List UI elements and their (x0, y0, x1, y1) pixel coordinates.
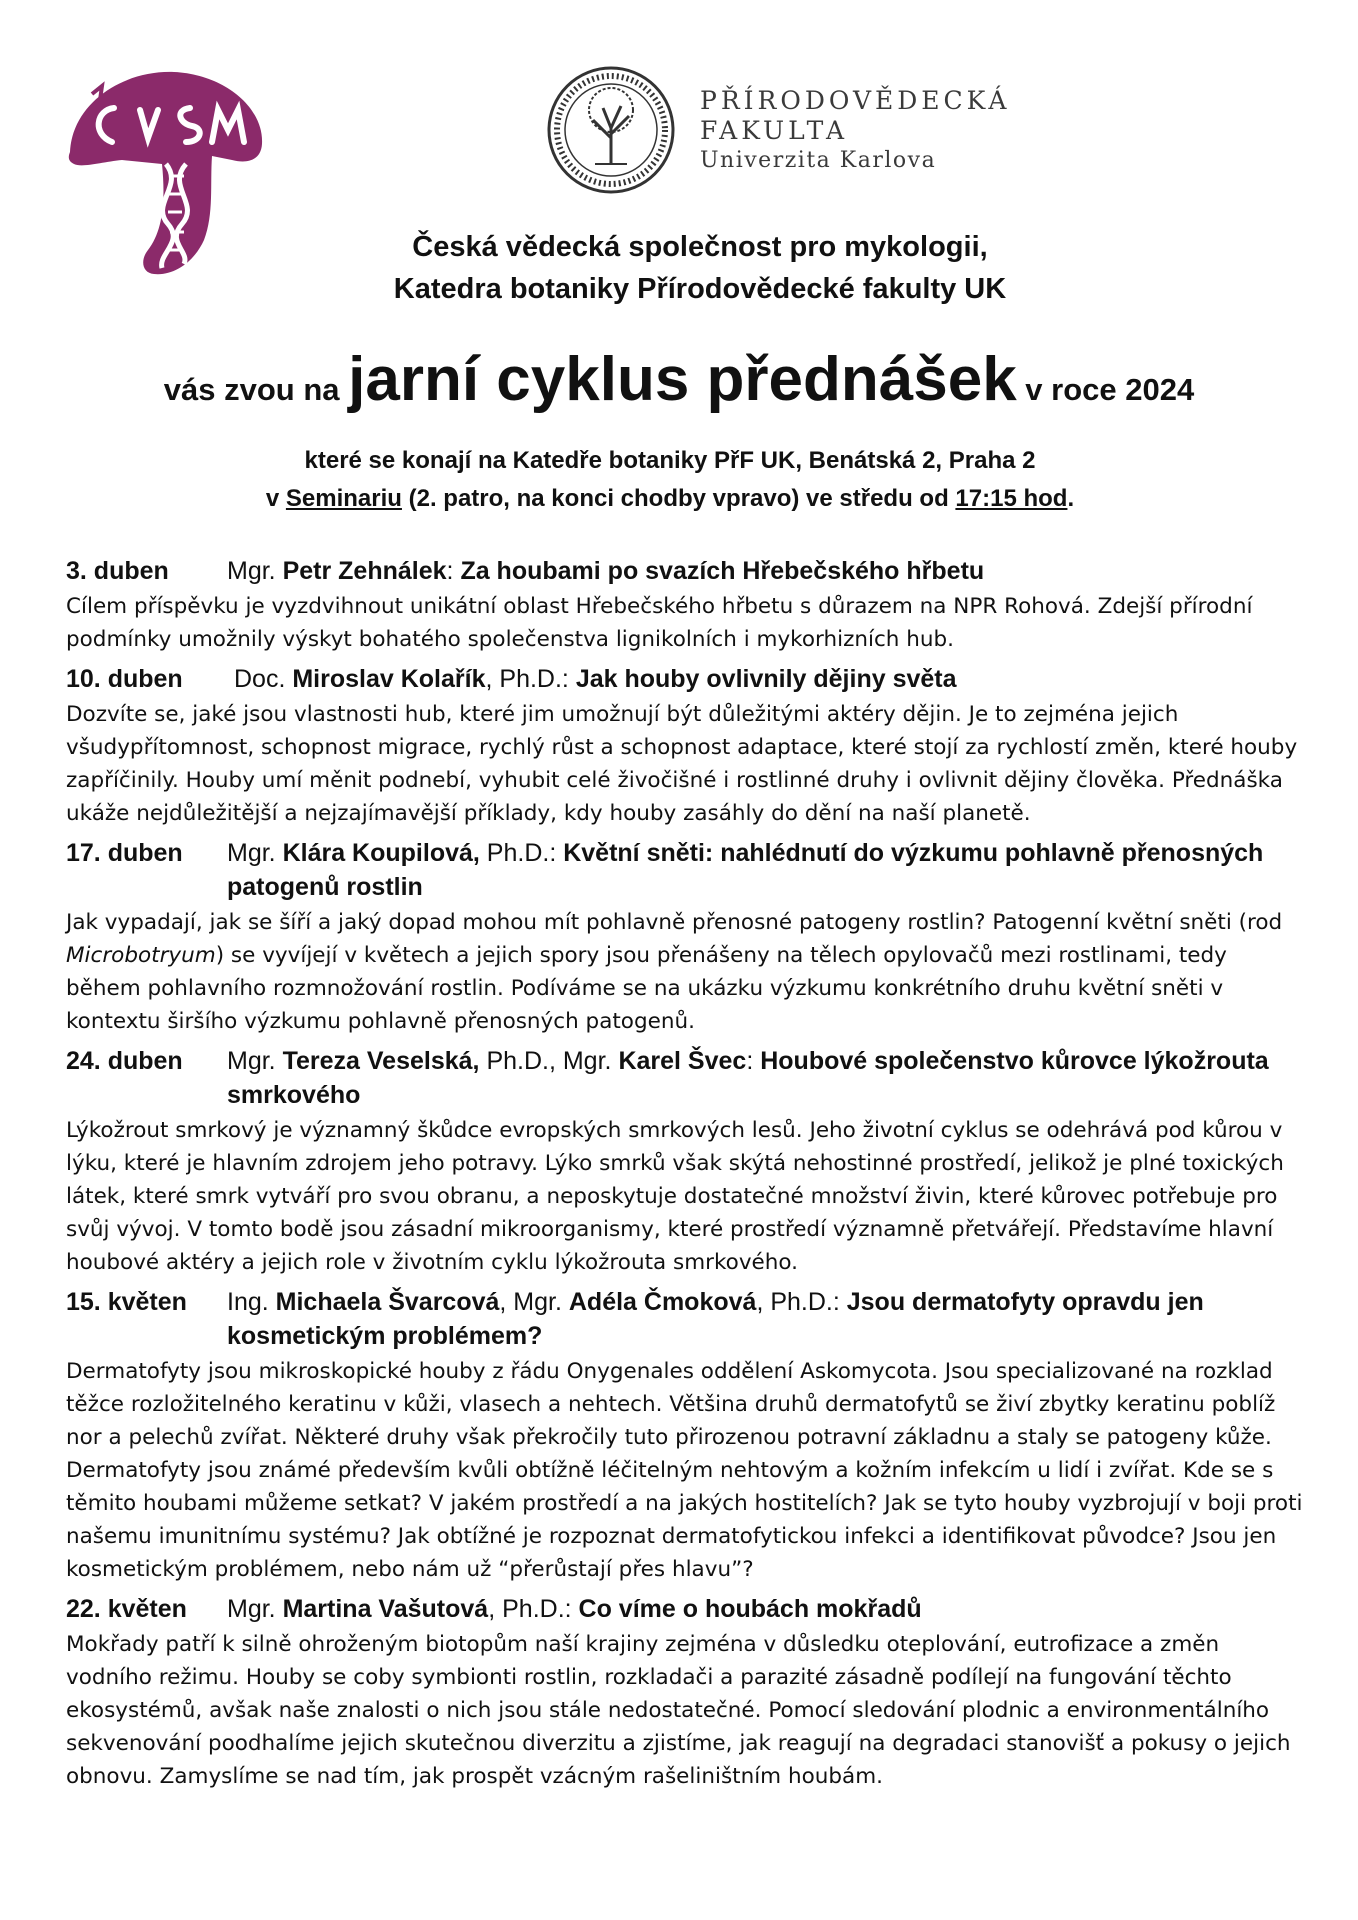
speaker-suffix: : (746, 1047, 761, 1075)
faculty-name (700, 86, 1010, 176)
speaker-degree: Ing. (227, 1288, 276, 1316)
cvsm-mushroom-logo (62, 64, 268, 278)
speaker-degree: Mgr. (227, 839, 283, 867)
speaker-name: Miroslav Kolařík (292, 665, 486, 693)
speaker-degree: Mgr. (227, 1047, 283, 1075)
venue-line2 (120, 480, 1220, 518)
lecture-item (66, 1285, 1306, 1586)
invite-pre: vás zvou na (163, 372, 349, 407)
lecture-description: Dermatofyty jsou mikroskopické houby z řádu Onygenales oddělení Askomycota. Jsou specializované na rozklad těžce rozložitelného keratinu v kůži, vlasech a nehtech. Většina druhů dermatofytů se živí zbytky keratinu poblíž nor a pelechů zvířat. Některé druhy však překročily tuto přirozenou potravní základnu a staly se patogeny kůže. Dermatofyty jsou známé především kvůli obtížně léčitelným nehtovým a kožním infekcím u lidí i zvířat. Kde se s těmito houbami můžeme setkat? V jakém prostředí a na jakých hostitelích? Jak se tyto houby vyzbrojují v boji proti našemu imunitnímu systému? Jak obtížné je rozpoznat dermatofytickou infekci a identifikovat původce? Jsou jen kosmetickým problémem, nebo nám už “přerůstají přes hlavu”? (66, 1359, 1303, 1582)
invite-post: v roce 2024 (1016, 372, 1195, 407)
lecture-description: Dozvíte se, jaké jsou vlastnosti hub, které jim umožnují být důležitými aktéry dějin. Je to zejména jejich všudypřítomnost, schopnost migrace, rychlý růst a schopnost adaptace, které stojí za rychlostí změn, které houby zapříčinily. Houby umí měnit podnebí, vyhubit celé živočišné i rostlinné druhy i ovlivnit dějiny člověka. Přednáška ukáže nejdůležitější a nejzajímavější příklady, kdy houby zasáhly do dění na naší planetě. (66, 702, 1298, 826)
lecture-date: 10. duben (66, 665, 183, 693)
desc-part-b: ) se vyvíjejí v květech a jejich spory jsou přenášeny na tělech opylovačů mezi rostlinami, tedy během pohlavního rozmnožování rostlin. Podíváme se na ukázku výzkumu konkrétního druhu květní sněti v kontextu širšího výzkumu pohlavně přenosných patogenů. (66, 943, 1227, 1034)
lecture-date: 3. duben (66, 557, 169, 585)
venue-time: 17:15 hod (955, 485, 1068, 512)
venue-line1: které se konají na Katedře botaniky PřF UK, Benátská 2, Praha 2 (304, 447, 1036, 474)
venue-text-b: (2. patro, na konci chodby vpravo) ve středu od (401, 485, 956, 512)
lecture-item (66, 1592, 1306, 1793)
speaker-degree: Mgr. (227, 1595, 283, 1623)
lecture-item (66, 662, 1306, 830)
lecture-item (66, 1044, 1306, 1279)
lecture-description (66, 906, 1306, 1038)
lecture-title: Květní sněti: nahlédnutí do výzkumu pohlavně přenosných patogenů rostlin (227, 839, 1264, 901)
speaker-separator: Ph.D., Mgr. (479, 1047, 619, 1075)
lecture-date: 24. duben (66, 1047, 183, 1075)
speaker-name: Petr Zehnálek (282, 557, 447, 585)
speaker-name: Martina Vašutová (282, 1595, 489, 1623)
faculty-line1: PŘÍRODOVĚDECKÁ (700, 86, 1011, 115)
lecture-date: 17. duben (66, 839, 183, 867)
lecture-item (66, 836, 1306, 1038)
faculty-line2: FAKULTA (700, 116, 849, 145)
lecture-title: Houbové společenstvo kůrovce lýkožrouta smrkového (227, 1047, 1269, 1109)
lecture-title: Jak houby ovlivnily dějiny světa (575, 665, 957, 693)
speaker-name: Klára Koupilová, (282, 839, 480, 867)
speaker-name-2: Karel Švec (618, 1047, 747, 1075)
speaker-degree: Mgr. (227, 557, 283, 585)
lecture-title: Za houbami po svazích Hřebečského hřbetu (460, 557, 985, 585)
organizer-line2: Katedra botaniky Přírodovědecké fakulty UK (393, 273, 1007, 305)
invite-title: jarní cyklus přednášek (348, 345, 1017, 414)
speaker-suffix: : (446, 557, 461, 585)
speaker-suffix: , Ph.D.: (488, 1595, 579, 1623)
lecture-description: Lýkožrout smrkový je významný škůdce evropských smrkových lesů. Jeho životní cyklus se odehrává pod kůrou v lýku, které je hlavním zdrojem jeho potravy. Lýko smrků však skýtá nehostinné prostředí, jelikož je plné toxických látek, které smrk vytváří pro svou obranu, a neposkytuje dostatečné množství živin, které kůrovec potřebuje pro svůj vývoj. V tomto bodě jsou zásadní mikroorganismy, které prostředí významně přetvářejí. Představíme hlavní houbové aktéry a jejich role v životním cyklu lýkožrouta smrkového. (66, 1118, 1284, 1275)
venue-info (120, 442, 1220, 518)
lecture-description: Mokřady patří k silně ohroženým biotopům naší krajiny zejména v důsledku oteplování, eutrofizace a změn vodního režimu. Houby se coby symbionti rostlin, rozkladači a parazité zásadně podílejí na fungování těchto ekosystémů, avšak naše znalosti o nich jsou stále nedostatečné. Pomocí sledování plodnic a environmentálního sekvenování poodhalíme jejich skutečnou diverzitu a zjistíme, jak reagují na degradaci stanovišť a pokusy o jejich obnovu. Zamyslíme se nad tím, jak prospět vzácným rašeliništním houbám. (66, 1632, 1291, 1789)
organizer-line1: Česká vědecká společnost pro mykologii, (412, 231, 988, 263)
lecture-date: 22. květen (66, 1595, 187, 1623)
speaker-suffix: , Ph.D.: (756, 1288, 847, 1316)
lecture-list (66, 554, 1306, 1799)
speaker-name: Michaela Švarcová (275, 1288, 500, 1316)
lecture-date: 15. květen (66, 1288, 187, 1316)
faculty-line3: Univerzita Karlova (700, 148, 937, 173)
speaker-suffix: , Ph.D.: (485, 665, 576, 693)
venue-text-a: v (265, 485, 286, 512)
speaker-suffix: Ph.D.: (479, 839, 564, 867)
speaker-name: Tereza Veselská, (282, 1047, 480, 1075)
desc-genus: Microbotryum (66, 943, 216, 968)
lecture-title: Co víme o houbách mokřadů (578, 1595, 922, 1623)
venue-text-c: . (1067, 485, 1075, 512)
lecture-description: Cílem příspěvku je vyzdvihnout unikátní oblast Hřebečského hřbetu s důrazem na NPR Rohová. Zdejší přírodní podmínky umožnily výskyt bohatého společenstva lignikolních i mykorhizních hub. (66, 594, 1253, 652)
speaker-name-2: Adéla Čmoková (568, 1288, 757, 1316)
speaker-separator: , Mgr. (499, 1288, 569, 1316)
lecture-title: Jsou dermatofyty opravdu jen kosmetickým problémem? (227, 1288, 1204, 1350)
invitation-heading (0, 344, 1358, 415)
venue-room: Seminariu (285, 485, 402, 512)
organizers (280, 226, 1120, 310)
desc-part-a: Jak vypadají, jak se šíří a jaký dopad mohou mít pohlavně přenosné patogeny rostlin? Patogenní květní sněti (rod (66, 910, 1283, 935)
university-seal (545, 64, 677, 196)
lecture-item (66, 554, 1306, 656)
speaker-degree: Doc. (234, 665, 293, 693)
